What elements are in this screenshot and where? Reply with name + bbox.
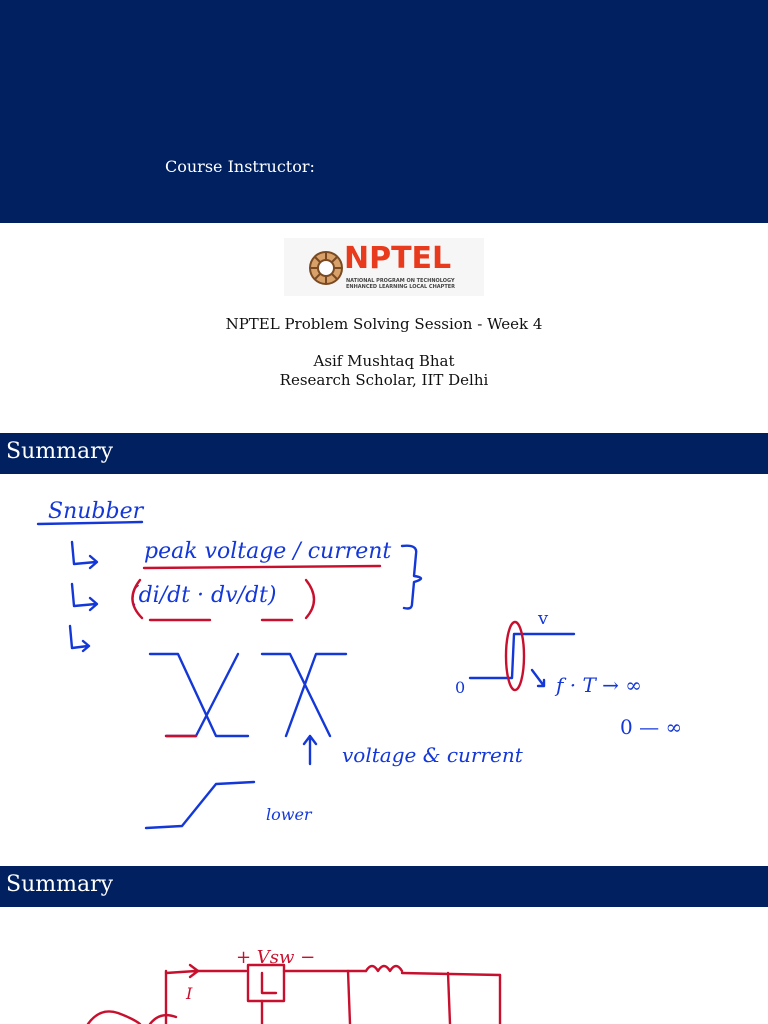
arrow-marker-1 (72, 542, 97, 568)
range-note: 0 — ∞ (620, 715, 683, 739)
source-circle-1 (88, 1011, 140, 1024)
logo-brand: NPTEL (344, 241, 452, 276)
logo-subtitle-line2: ENHANCED LEARNING LOCAL CHAPTER (346, 284, 455, 290)
brace-icon (402, 546, 421, 609)
diag-arrow (532, 670, 544, 686)
paren-right (306, 580, 314, 618)
top-banner (0, 0, 768, 223)
switch-box (248, 965, 284, 1001)
course-instructor-label: Course Instructor: (165, 157, 315, 176)
session-title: NPTEL Problem Solving Session - Week 4 (225, 315, 543, 333)
zero-label: 0 (455, 678, 466, 697)
presenter-affiliation: Research Scholar, IIT Delhi (279, 371, 489, 389)
slow-transition (146, 782, 254, 828)
slide-1-title: Summary (6, 439, 114, 464)
transition-right (262, 654, 346, 736)
switch-gate (262, 973, 276, 993)
slide-2-header (0, 866, 768, 907)
v-label: v (538, 608, 549, 629)
note-heading: Snubber (48, 499, 144, 524)
up-arrow (304, 736, 316, 764)
title-slide (0, 223, 768, 433)
source-circle-2 (150, 1015, 176, 1024)
slide-1-handwriting (0, 474, 768, 866)
slide-1-header (0, 433, 768, 474)
current-label: I (186, 984, 193, 1003)
presenter-name: Asif Mushtaq Bhat (313, 352, 455, 370)
lower-note: lower (266, 805, 312, 824)
pulse-highlight (506, 622, 524, 690)
arrow-marker-2 (72, 584, 97, 610)
nptel-emblem-icon (306, 248, 346, 288)
logo-subtitle (346, 278, 466, 290)
overlap-note: voltage & current (342, 743, 523, 767)
switch-voltage-label: + Vsw − (236, 947, 316, 968)
item-1-underline (144, 566, 380, 568)
presenter-block (0, 352, 768, 390)
slide-2-title: Summary (6, 872, 114, 897)
right-branches (348, 971, 500, 1024)
note-item-2: (di/dt · dv/dt) (130, 583, 277, 608)
top-wire (166, 965, 198, 977)
wire-after-inductor (402, 973, 500, 975)
transition-left (150, 654, 248, 736)
arrow-marker-3 (70, 626, 89, 651)
slide-2-circuit (0, 907, 768, 1024)
note-item-1: peak voltage / current (144, 539, 392, 564)
logo-subtitle-line1: NATIONAL PROGRAM ON TECHNOLOGY (346, 278, 455, 284)
freq-relation: f · T → ∞ (556, 673, 642, 697)
inductor-icon (366, 966, 402, 971)
nptel-logo (284, 238, 484, 296)
